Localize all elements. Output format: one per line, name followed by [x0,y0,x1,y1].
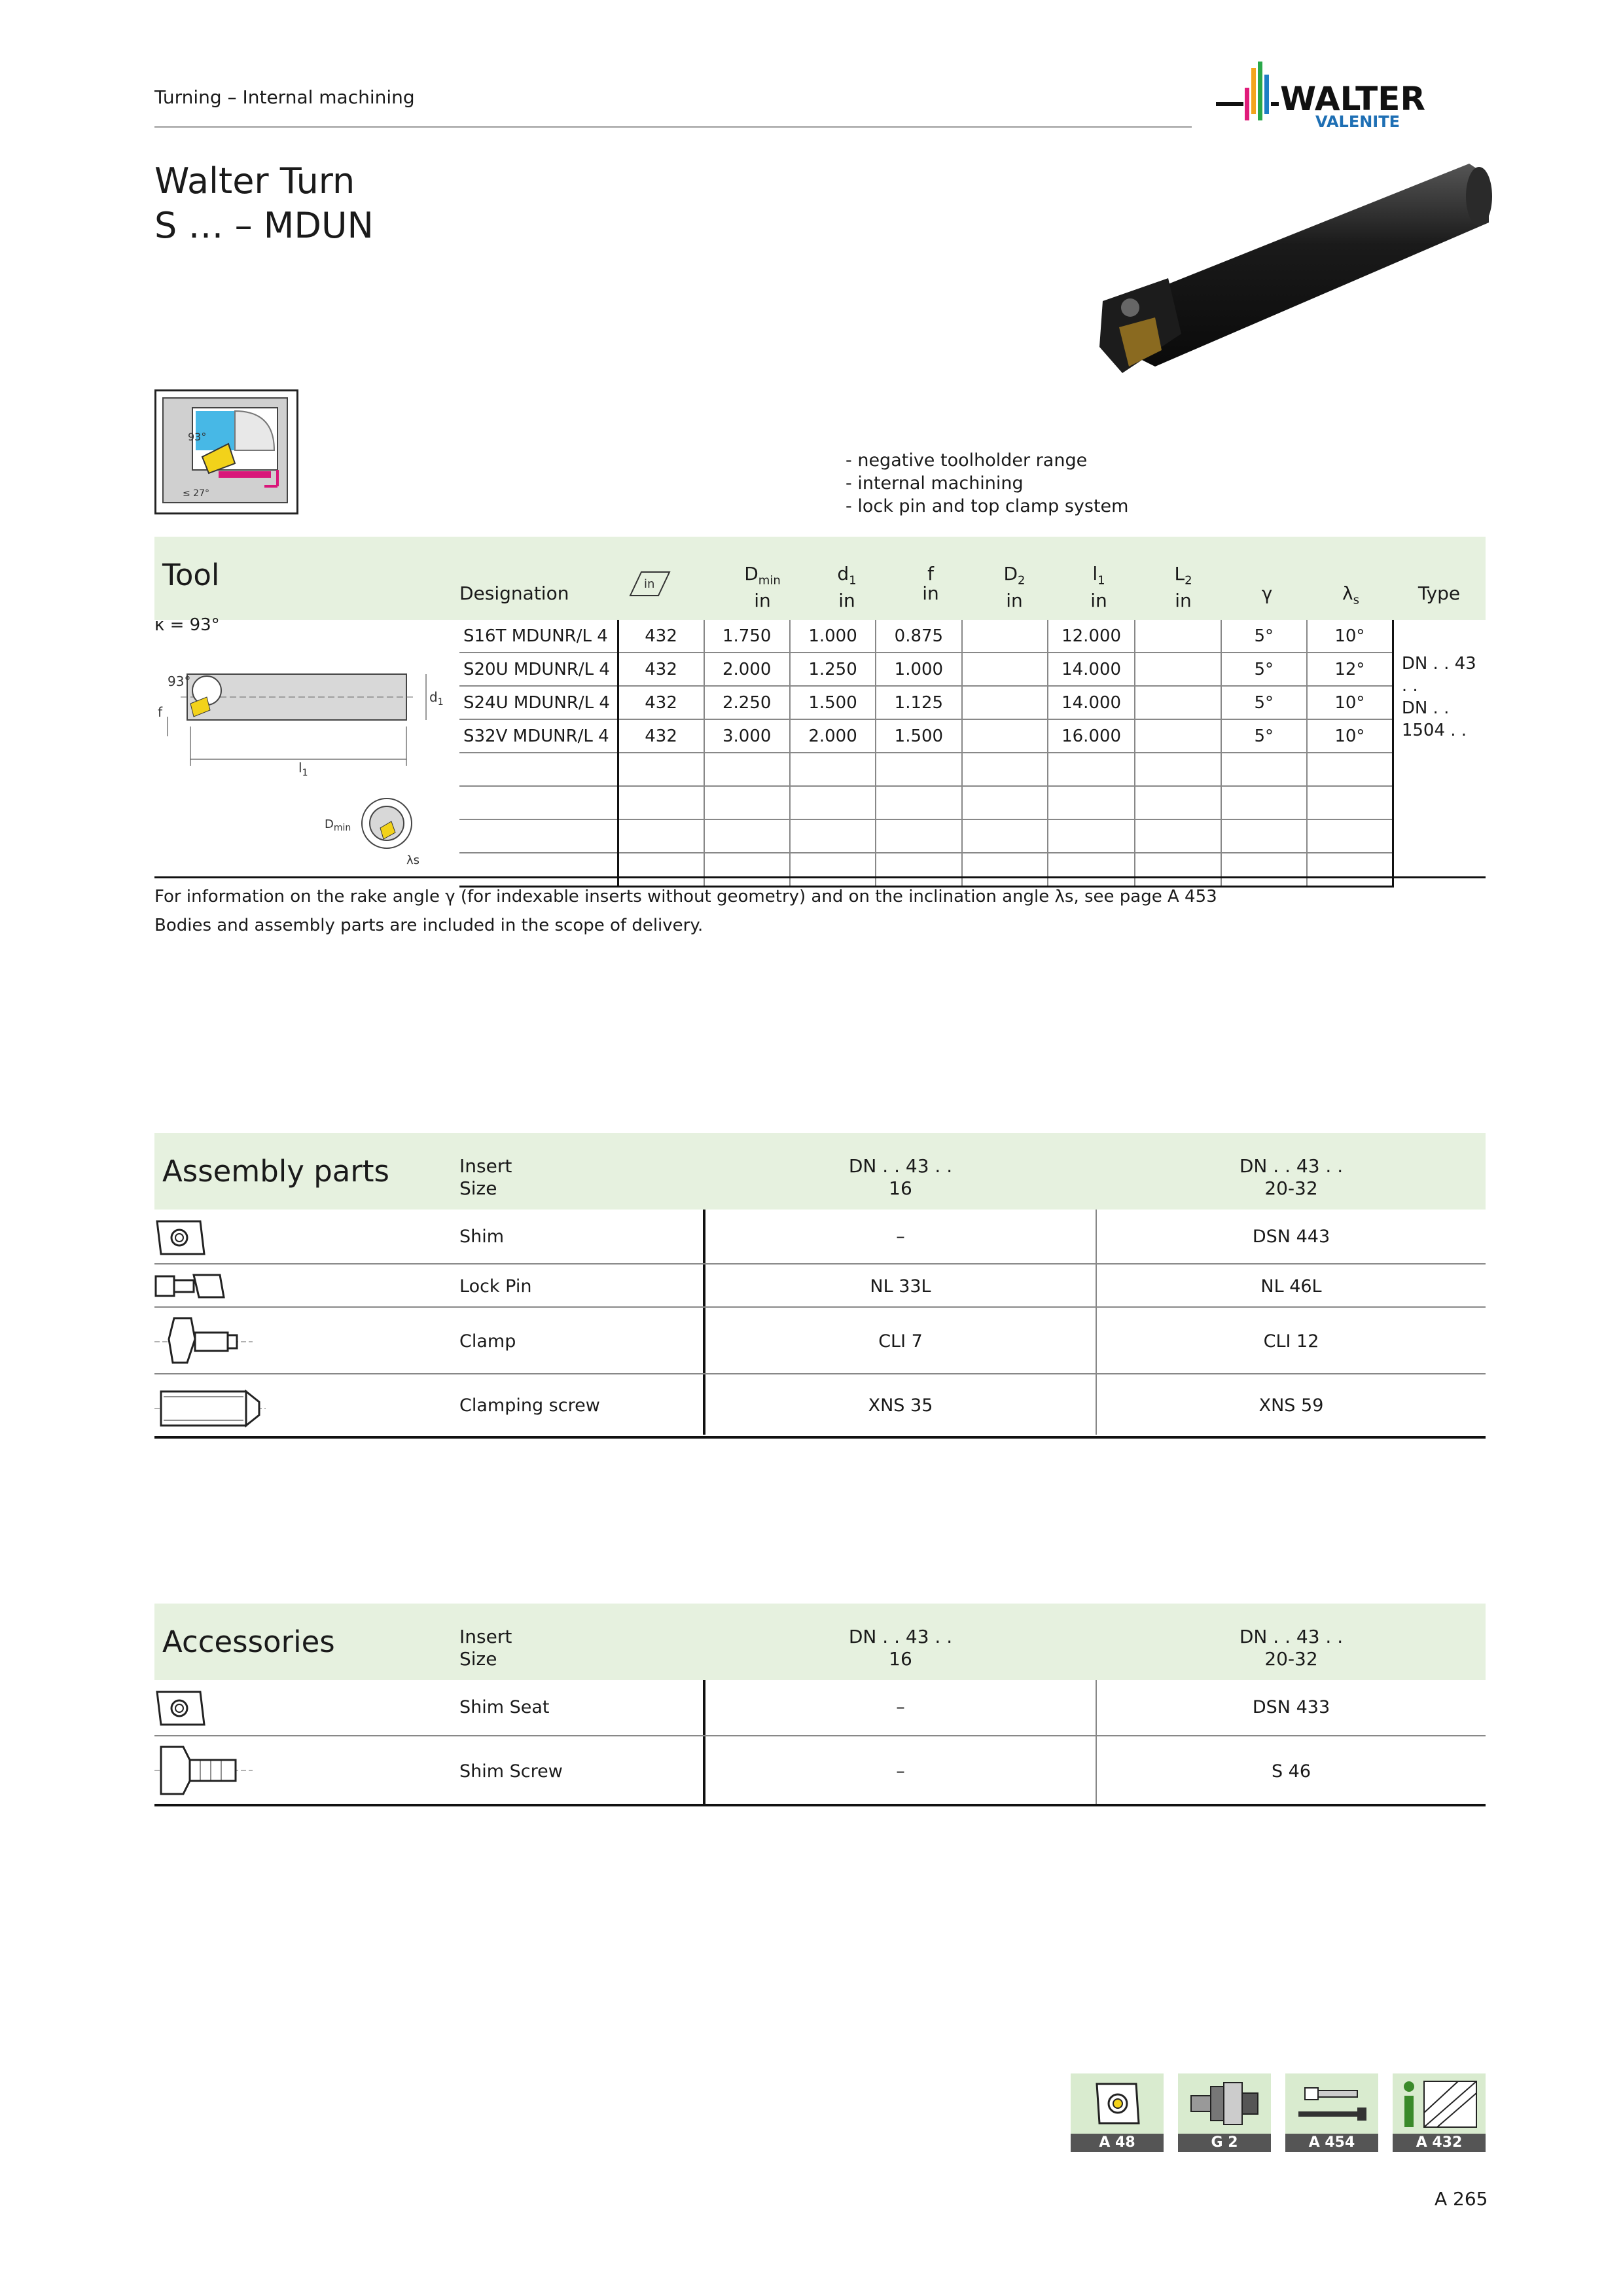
svg-text:Dmin [325,817,351,833]
accessories-header [154,1604,1486,1680]
feature-list [846,449,1128,518]
cell-d2 [962,719,1048,753]
table-row-empty [459,853,1486,887]
logo-walter-text: WALTER [1280,80,1425,118]
insert-shape-icon [627,569,673,601]
col-lambda-label: λ [1342,583,1353,604]
cell-f: 1.500 [876,719,961,753]
ref-tile-adaptor[interactable] [1178,2073,1271,2152]
part-name: Shim Seat [459,1697,550,1717]
col1-size: 16 [889,1648,912,1670]
diagram-l1-sub: 1 [302,768,308,778]
note-item: For information on the rake angle γ (for indexable inserts without geometry) and on the inclination angle λs, see page A 453 [154,887,1217,906]
table-row-empty [459,753,1486,786]
col1-size: 16 [889,1177,912,1199]
cell-d2 [962,686,1048,719]
page-references [1071,2073,1489,2152]
boring-bar-image [1083,157,1489,380]
part-name: Shim Screw [459,1761,563,1782]
insert-label: Insert [459,1155,512,1177]
col-l2-label: L [1174,563,1185,584]
part-value-size20-32: DSN 443 [1252,1227,1330,1247]
svg-text:l1 [298,760,308,778]
diagram-dmin-sub: min [333,823,351,833]
cell-designation: S24U MDUNR/L 4 [459,686,618,719]
part-value-size16: NL 33L [870,1276,931,1297]
table-row [154,1374,1486,1439]
diagram-l1-label: l [298,760,302,776]
table-row [459,620,1486,653]
col-dmin-label: D [744,563,758,584]
col-f [889,564,972,603]
cell-designation: S16T MDUNR/L 4 [459,620,618,653]
table-row [154,1308,1486,1374]
diagram-d1-label: d [429,689,438,705]
cell-dmin: 1.750 [704,620,790,653]
col2-size: 20-32 [1264,1177,1318,1199]
insert-label: Insert [459,1626,512,1647]
col-type: Type [1418,583,1461,604]
insert-icon [1071,2073,1164,2134]
walter-logo [1216,62,1491,134]
accessories-col-1 [704,1626,1097,1670]
cell-d2 [962,653,1048,686]
cell-insert: 432 [618,653,704,686]
col-f-label: f [927,563,934,584]
assembly-row-labels [459,1155,512,1200]
cell-gamma: 5° [1221,686,1307,719]
col-d2-sub: 2 [1018,573,1026,588]
part-value-size20-32: XNS 59 [1258,1395,1324,1416]
part-value-size20-32: CLI 12 [1263,1331,1319,1352]
col-dmin-unit: in [754,589,771,611]
cell-lambda: 12° [1307,653,1393,686]
col2-insert: DN . . 43 . . [1239,1626,1344,1647]
cell-d1: 2.000 [790,719,876,753]
col-lambda-sub: s [1353,593,1359,607]
table-row [154,1680,1486,1736]
col-l1 [1056,564,1141,611]
notes [154,882,1217,940]
col-d1-label: d [837,563,849,584]
cell-gamma: 5° [1221,653,1307,686]
adaptor-icon [1178,2073,1271,2134]
cell-f: 1.000 [876,653,961,686]
diagram-angle-label: 93° [168,673,191,689]
cell-l2 [1135,686,1221,719]
col-d2 [972,564,1056,611]
kappa-label: κ = 93° [154,615,220,635]
header-divider [154,126,1192,128]
cell-l2 [1135,719,1221,753]
table-row [154,1210,1486,1265]
cell-lambda: 10° [1307,620,1393,653]
col-l2-unit: in [1175,589,1192,611]
col-d1-unit: in [838,589,855,611]
application-schematic [154,389,298,514]
cell-designation: S20U MDUNR/L 4 [459,653,618,686]
accessories-row-labels [459,1626,512,1670]
schematic-lead-label: ≤ 27° [183,488,209,499]
table-row [459,653,1486,686]
section-header: Turning – Internal machining [154,86,415,108]
title-line-1: Walter Turn [154,160,355,202]
accessories-heading: Accessories [162,1624,335,1659]
col-f-unit: in [922,583,939,604]
col-designation: Designation [459,583,569,604]
part-value-size20-32: DSN 433 [1252,1697,1330,1717]
lock-pin-icon [154,1271,226,1304]
part-value-size16: – [896,1761,905,1782]
feature-item: - lock pin and top clamp system [846,496,1129,516]
cell-designation: S32V MDUNR/L 4 [459,719,618,753]
part-name: Clamping screw [459,1395,600,1416]
diagram-dmin-label: D [325,817,334,831]
col-l1-label: l [1092,563,1098,584]
col-d1-sub: 1 [849,573,857,588]
insert-icon-text: in [644,577,655,591]
col-d1 [805,564,889,611]
cell-f: 0.875 [876,620,961,653]
col-l1-unit: in [1090,589,1107,611]
type-item: DN . . 1504 . . [1401,698,1467,740]
col-gamma: γ [1261,583,1273,604]
col-d2-unit: in [1006,589,1023,611]
cell-gamma: 5° [1221,620,1307,653]
feature-item: - negative toolholder range [846,450,1088,471]
tool-table [459,620,1486,888]
cell-dmin: 3.000 [704,719,790,753]
accessories-col-2 [1097,1626,1486,1670]
cell-d1: 1.500 [790,686,876,719]
col-l2-sub: 2 [1185,573,1192,588]
cell-f: 1.125 [876,686,961,719]
col1-insert: DN . . 43 . . [848,1626,953,1647]
cell-gamma: 5° [1221,719,1307,753]
cell-l2 [1135,653,1221,686]
cell-insert: 432 [618,686,704,719]
ref-tile-screw-tool[interactable] [1285,2073,1378,2152]
part-value-size16: – [896,1227,905,1247]
col2-insert: DN . . 43 . . [1239,1155,1344,1177]
part-value-size16: XNS 35 [868,1395,933,1416]
ref-tile-info[interactable] [1393,2073,1486,2152]
col-d2-label: D [1003,563,1018,584]
page-title [154,159,374,248]
page-number: A 265 [1435,2188,1488,2210]
col-lambda [1309,584,1393,611]
part-value-size20-32: S 46 [1271,1761,1311,1782]
accessories-table [154,1680,1486,1806]
part-value-size16: CLI 7 [878,1331,923,1352]
tool-table-bottom-rule [154,876,1486,878]
cell-insert: 432 [618,620,704,653]
table-row [459,686,1486,719]
table-row [154,1265,1486,1308]
schematic-angle-label: 93° [188,431,207,443]
info-chart-icon [1393,2073,1486,2134]
part-value-size16: – [896,1697,905,1717]
table-row-empty [459,819,1486,853]
type-item: DN . . 43 . . [1401,654,1476,696]
assembly-header [154,1133,1486,1210]
svg-text:d1 [429,689,444,708]
cell-lambda: 10° [1307,719,1393,753]
assembly-col-1 [704,1155,1097,1200]
ref-label: A 454 [1285,2134,1378,2152]
tool-heading: Tool [162,558,220,592]
cell-d1: 1.250 [790,653,876,686]
ref-label: A 432 [1393,2134,1486,2152]
assembly-heading: Assembly parts [162,1154,389,1189]
cell-dmin: 2.000 [704,653,790,686]
cell-insert: 432 [618,719,704,753]
cell-d2 [962,620,1048,653]
assembly-table [154,1210,1486,1439]
table-row-empty [459,786,1486,819]
tool-dimension-diagram [154,661,442,870]
clamping-screw-icon [154,1385,266,1433]
part-name: Shim [459,1227,505,1247]
part-name: Lock Pin [459,1276,532,1297]
shim-icon [154,1219,207,1261]
note-item: Bodies and assembly parts are included in the scope of delivery. [154,916,704,935]
col2-size: 20-32 [1264,1648,1318,1670]
cell-l2 [1135,620,1221,653]
col-dmin-sub: min [758,573,781,588]
col-l2 [1141,564,1225,611]
part-value-size20-32: NL 46L [1260,1276,1322,1297]
col-l1-sub: 1 [1097,573,1105,588]
part-name: Clamp [459,1331,516,1352]
cell-d1: 1.000 [790,620,876,653]
cell-dmin: 2.250 [704,686,790,719]
cell-lambda: 10° [1307,686,1393,719]
ref-tile-insert[interactable] [1071,2073,1164,2152]
clamp-icon [154,1313,253,1371]
shim-screw-icon [154,1743,253,1801]
cell-l1: 14.000 [1048,653,1135,686]
diagram-lambda-label: λs [406,853,420,867]
col1-insert: DN . . 43 . . [848,1155,953,1177]
table-row [154,1736,1486,1806]
cell-l1: 16.000 [1048,719,1135,753]
diagram-d1-sub: 1 [437,697,444,708]
screw-tool-icon [1285,2073,1378,2134]
tool-table-header [154,537,1486,620]
col-dmin [721,564,804,611]
feature-item: - internal machining [846,473,1024,493]
logo-valenite-text: VALENITE [1315,113,1400,131]
cell-l1: 12.000 [1048,620,1135,653]
ref-label: A 48 [1071,2134,1164,2152]
diagram-f-label: f [158,704,163,720]
assembly-col-2 [1097,1155,1486,1200]
size-label: Size [459,1648,497,1670]
size-label: Size [459,1177,497,1199]
shim-seat-icon [154,1689,207,1731]
title-line-2: S … – MDUN [154,205,374,246]
cell-type [1393,620,1486,887]
cell-l1: 14.000 [1048,686,1135,719]
ref-label: G 2 [1178,2134,1271,2152]
table-row [459,719,1486,753]
